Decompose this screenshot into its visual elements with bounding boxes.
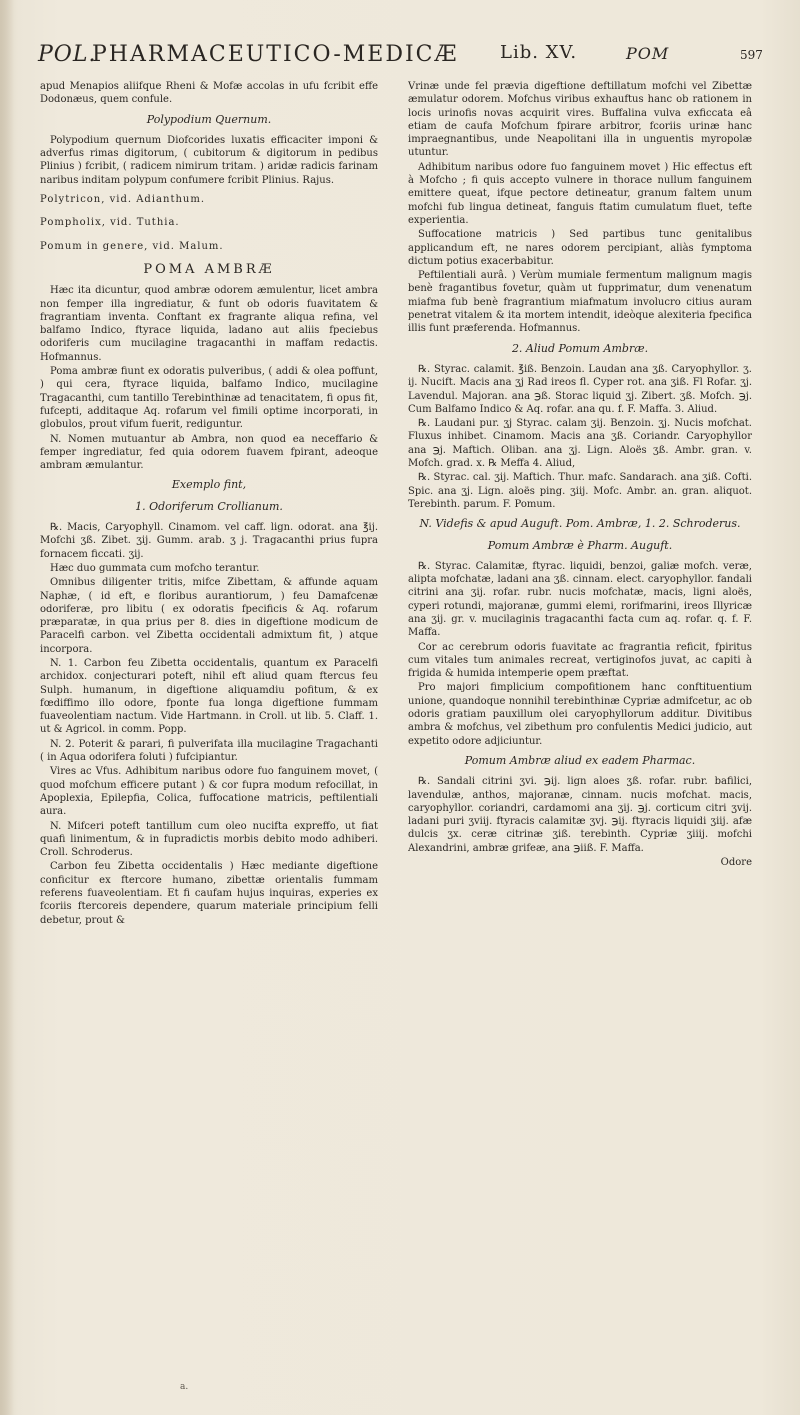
paragraph: N. Mifceri poteft tantillum cum oleo nucifta expreffo, ut fiat quafi linimentum, & in fupradictis morbis debito modo adhiberi. Croll. Schroderus. [40,820,378,859]
paragraph: Hæc ita dicuntur, quod ambræ odorem æmulentur, licet ambra non femper illa ingrediatur, & funt ob odoris fuavitatem & fragrantiam inventa. Conftant ex fragrante aliqua refina, vel balfamo Indico, ftyrace liquida, ladano aut aliis fpeciebus odoriferis cum mucilagine tragacanthi in maffam redactis. Hofmannus. [40,285,378,363]
paragraph: Peftilentiali aurâ. ) Verùm mumiale fermentum malignum magis benè fragantibus fovetur, quàm ut fupprimatur, dum venenatum miafma fub benè fragrantium miafmatum involucro citius auram penetrat vitalem & ita mortem intendit, ideòque alexiteria fpecifica illis funt præferenda. Hofmannus. [408,270,752,335]
page-spine-shadow [0,0,14,1415]
paragraph: Pro majori fimplicium compofitionem hanc conftituentium unione, quandoque nonnihil terebinthinæ Cypriæ admifcetur, ac ob odoris gratiam pauxillum olei caryophyllorum additur. Divitibus ambra & mofchus, vel zibethum pro confulentis Medici judicio, aut expetito odore adjiciuntur. [408,682,752,747]
section-heading: Exemplo fint, [171,478,247,492]
section-heading: N. Videfis & apud Auguft. Pom. Ambræ, 1. 2. Schroderus. [419,517,741,531]
paragraph: ℞. Styrac. cal. ʒij. Maftich. Thur. mafc. Sandarach. ana ʒiß. Cofti. Spic. ana ʒj. Lign. aloës ping. ʒiij. Mofc. Ambr. an. gran. aliquot. Terebinth. parum. F. Pomum. [408,472,752,510]
paragraph: Cor ac cerebrum odoris fuavitate ac fragrantia reficit, fpiritus cum vitales tum animales recreat, vertiginofos juvat, ac capiti à frigida & humida intemperie opem præftat. [408,641,752,680]
cross-reference: Pomum in genere, vid. Malum. [40,240,224,252]
header-book-number: Lib. XV. [500,42,578,63]
section-heading: Polypodium Quernum. [146,112,272,126]
header-left-word: POL. [38,42,97,67]
paragraph: Hæc duo gummata cum mofcho terantur. [50,562,260,574]
paragraph: N. 1. Carbon feu Zibetta occidentalis, quantum ex Paracelfi archidox. conjecturari poteft, nihil eft aliud quam ftercus feu Sulph. humanum, in digeftione aliquamdiu pofitum, & ex fœdiffimo illo odore, fponte fua longa digeftione fummam fuaveolentiam nactum. Vide Hartmann. in Croll. ut lib. 5. Claff. 1. ut & Agricol. in comm. Popp. [40,657,378,736]
paragraph: ℞. Styrac. calamit. ℥iß. Benzoin. Laudan ana ʒß. Caryophyllor. ʒ. ij. Nucift. Macis ana ʒj Rad ireos fl. Cyper rot. ana ʒiß. Fl Rofar. ʒj. Lavendul. Majoran. ana ℈ß. Storac liquid ʒj. Zibert. ʒß. Mofch. ℈j. Cum Balfamo Indico & Aq. rofar. ana qu. f. F. Maffa. 3. Aliud. [408,363,752,415]
cross-reference: Pompholix, vid. Tuthia. [40,217,180,229]
paragraph: apud Menapios aliifque Rheni & Mofæ accolas in ufu fcribit effe Dodonæus, quem confule. [40,81,378,106]
paragraph: N. 2. Poterit & parari, fi pulverifata illa mucilagine Tragachanti ( in Aqua odorifera foluti ) fufcipiantur. [40,738,378,764]
paragraph: Vires ac Vfus. Adhibitum naribus odore fuo fanguinem movet, ( quod mofchum efficere putant ) & cor fupra modum refocillat, in Apoplexia, Epilepfia, Colica, fuffocatione matricis, peftilentiali aura. [40,766,378,818]
header-title: PHARMACEUTICO-MEDICÆ [92,42,459,67]
right-text-column [408,80,752,1380]
left-text-column [40,80,378,1380]
cross-reference: Polytricon, vid. Adianthum. [40,194,205,206]
paragraph: Omnibus diligenter tritis, mifce Zibettam, & affunde aquam Naphæ, ( id eft, e floribus aurantiorum, ) feu Damafcenæ odoriferæ, pro libitu ( ex odoratis fpecificis & Aq. rofarum præparatæ, in qua prius per 8. dies in digeftione modicum de Paracelfi carbon. vel Zibetta occidentali admixtum fit, ) atque incorpora. [40,577,378,655]
paragraph: Adhibitum naribus odore fuo fanguinem movet ) Hic effectus eft à Mofcho ; fi quis accepto vulnere in thorace nullum fanguinem emittere queat, ifque pectore detineatur, granum faltem unum mofchi fub lingua detineat, fanguis ftatim cumulatum fluet, tefte experientia. [408,161,752,226]
section-heading: 2. Aliud Pomum Ambræ. [511,341,649,355]
paragraph: Vrinæ unde fel prævia digeftione deftillatum mofchi vel Zibettæ æmulatur odorem. Mofchus viribus exhauftus hanc ob rationem in locis urinofis novas acquirit vires. Buffalina vulva exficcata eâ etiam de caufa Mofchum fpirare arbitror, fcoriis urinæ hanc impraegnantibus, unde Neapolitani illa in unguentis myropolæ utuntur. [408,81,752,159]
paragraph: Poma ambræ fiunt ex odoratis pulveribus, ( addi & olea poffunt, ) qui cera, ftyrace liquida, balfamo Indico, mucilagine Tragacanthi, cum tantillo Terebinthinæ ad tenacitatem, fi opus fit, fufcepti, additaque Aq. rofarum vel fimili optime incorporati, in globulos, prout vifum fuerit, rediguntur. [40,366,378,431]
footer-mark: a. [180,1382,189,1392]
paragraph: Odore [720,857,752,869]
section-heading: POMA AMBRÆ [143,261,275,277]
paragraph: N. Nomen mutuantur ab Ambra, non quod ea neceffario & femper ingrediatur, fed quia odorem fuavem fpirant, adeoque ambram æmulantur. [40,433,378,472]
paragraph: Polypodium quernum Diofcorides luxatis efficaciter imponi & adverfus rimas digitorum, ( cubitorum & digitorum in pedibus Plinius ) fcribit, ( radicem nimirum tritam. ) aridæ radicis farinam naribus inditam polypum confumere fcribit Plinius. Rajus. [40,134,378,186]
section-heading: 1. Odoriferum Crollianum. [135,499,283,513]
paragraph: ℞. Styrac. Calamitæ, ftyrac. liquidi, benzoi, galiæ mofch. veræ, alipta mofchatæ, ladani ana ʒß. cinnam. elect. caryophyllor. fandali citrini ana ʒij. rofar. rubr. nucis mofchatæ, macis, ligni aloës, cyperi rotundi, majoranæ, gummi elemi, rorifmarini, ireos Illyricæ ana ʒij. gr. v. mucilaginis tragacanthi facta cum aq. rofar. q. f. F. Maffa. [408,560,752,639]
paragraph: ℞. Laudani pur. ʒj Styrac. calam ʒij. Benzoin. ʒj. Nucis mofchat. Fluxus inhibet. Cinamom. Macis ana ʒß. Coriandr. Caryophyllor ana ℈j. Maftich. Oliban. ana ʒj. Lign. Aloës ʒß. Ambr. gran. v. Mofch. grad. x. ℞ Meffa 4. Aliud, [408,418,752,470]
paragraph: ℞. Sandali citrini ʒvi. ℈ij. lign aloes ʒß. rofar. rubr. bafilici, lavendulæ, anthos, majoranæ, cinnam. nucis mofchat. macis, caryophyllor. coriandri, cardamomi ana ʒij. ℈j. corticum citri ʒvij. ladani puri ʒviij. ftyracis calamitæ ʒvj. ℈ij. ftyracis liquidi ʒiij. afæ dulcis ʒx. ceræ citrinæ ʒiß. terebinth. Cypriæ ʒiiij. mofchi Alexandrini, ambræ grifeæ, ana ℈iiß. F. Maffa. [408,776,752,854]
paragraph: Suffocatione matricis ) Sed partibus tunc genitalibus applicandum eft, ne nares odorem percipiant, aliàs fymptoma dictum potius exacerbabitur. [408,229,752,267]
section-heading: Pomum Ambræ aliud ex eadem Pharmac. [464,753,696,767]
section-heading: Pomum Ambræ è Pharm. Auguft. [487,538,673,552]
paragraph: Carbon feu Zibetta occidentalis ) Hæc mediante digeftione conficitur ex ftercore humano, zibettæ orientalis fummam referens fuaveolentiam. Et fi caufam hujus inquiras, experies ex fcoriis ftercoreis dependere, quarum materiale principium felli debetur, prout & [40,861,378,926]
header-right-word: POM [626,44,670,63]
page-number: 597 [740,48,763,62]
paragraph: ℞. Macis, Caryophyll. Cinamom. vel caff. lign. odorat. ana ℥ij. Mofchi ʒß. Zibet. ʒij. Gumm. arab. ʒ j. Tragacanthi prius fupra fornacem ficcati. ʒij. [40,522,378,560]
